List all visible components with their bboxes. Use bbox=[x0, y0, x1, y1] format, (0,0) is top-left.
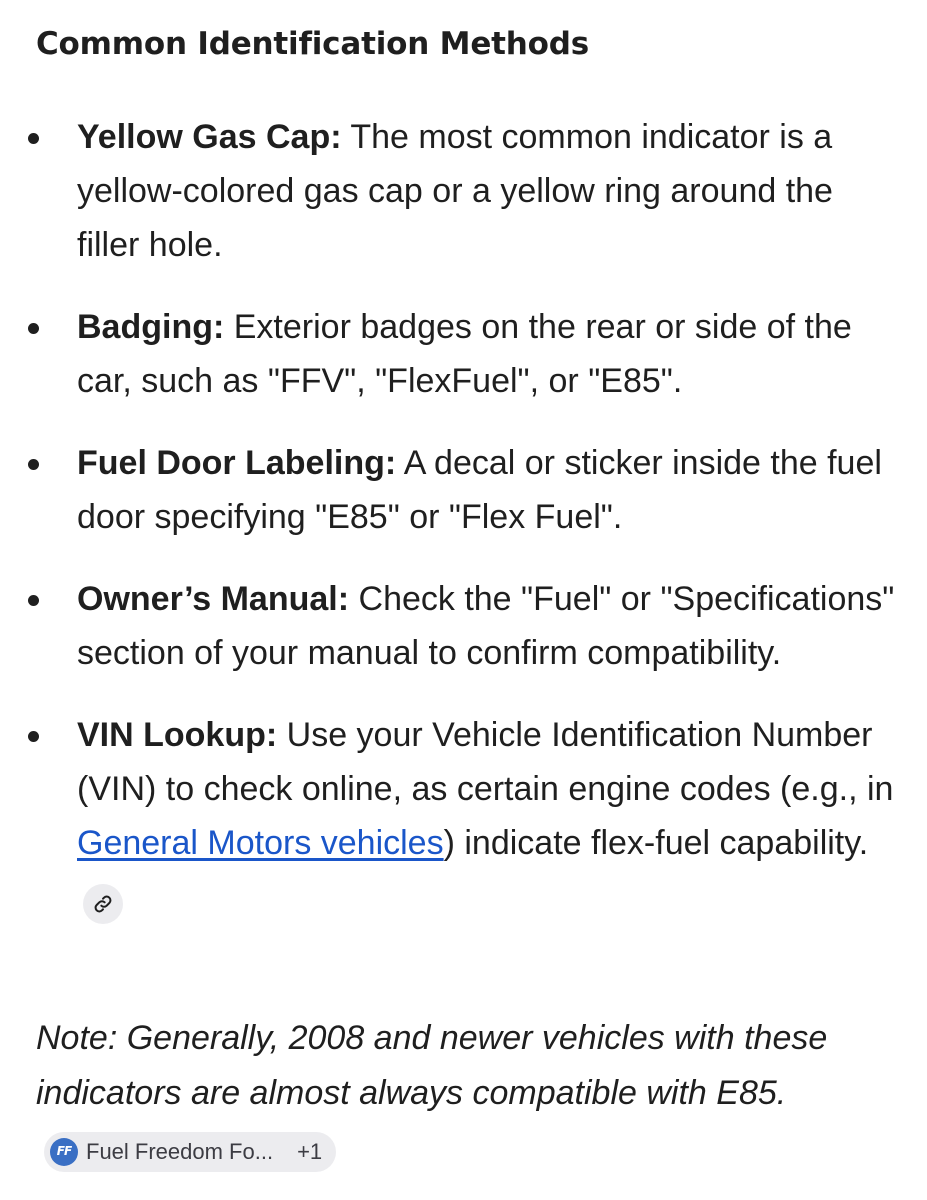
bullet-icon bbox=[28, 133, 39, 144]
method-description: Exterior badges on the rear or side of the car, such as "FFV", "FlexFuel", or "E85". bbox=[77, 308, 852, 400]
method-term: Yellow Gas Cap: bbox=[77, 118, 342, 156]
note-paragraph bbox=[36, 1011, 906, 1176]
method-description: The most common indicator is a yellow-colored gas cap or a yellow ring around the filler hole. bbox=[77, 118, 833, 264]
list-item bbox=[0, 572, 927, 680]
method-description-after-link: ) indicate flex-fuel capability. bbox=[443, 824, 869, 862]
identification-methods-list bbox=[0, 110, 927, 952]
general-motors-vehicles-link[interactable]: General Motors vehicles bbox=[77, 824, 444, 862]
list-item bbox=[0, 436, 927, 544]
source-more-count: +1 bbox=[297, 1139, 323, 1164]
section-heading: Common Identification Methods bbox=[36, 26, 589, 62]
fuel-freedom-logo-icon: FF bbox=[50, 1138, 78, 1166]
bullet-icon bbox=[28, 323, 39, 334]
source-chip[interactable] bbox=[44, 1132, 336, 1172]
source-label: Fuel Freedom Fo... bbox=[86, 1139, 274, 1164]
link-icon bbox=[93, 894, 113, 914]
note-text: Note: Generally, 2008 and newer vehicles with these indicators are almost always compatible with E85. bbox=[36, 1019, 828, 1112]
list-item bbox=[0, 110, 927, 272]
bullet-icon bbox=[28, 595, 39, 606]
method-term: Owner’s Manual: bbox=[77, 580, 350, 618]
method-term: Fuel Door Labeling: bbox=[77, 444, 397, 482]
method-term: Badging: bbox=[77, 308, 225, 346]
bullet-icon bbox=[28, 459, 39, 470]
list-item bbox=[0, 708, 927, 924]
method-description-before-link: Use your Vehicle Identification Number (VIN) to check online, as certain engine codes (e.g., in bbox=[77, 716, 894, 808]
method-description: Check the "Fuel" or "Specifications" section of your manual to confirm compatibility. bbox=[77, 580, 895, 672]
citation-link-button[interactable] bbox=[83, 884, 123, 924]
bullet-icon bbox=[28, 731, 39, 742]
list-item bbox=[0, 300, 927, 408]
method-description: A decal or sticker inside the fuel door specifying "E85" or "Flex Fuel". bbox=[77, 444, 882, 536]
method-term: VIN Lookup: bbox=[77, 716, 278, 754]
